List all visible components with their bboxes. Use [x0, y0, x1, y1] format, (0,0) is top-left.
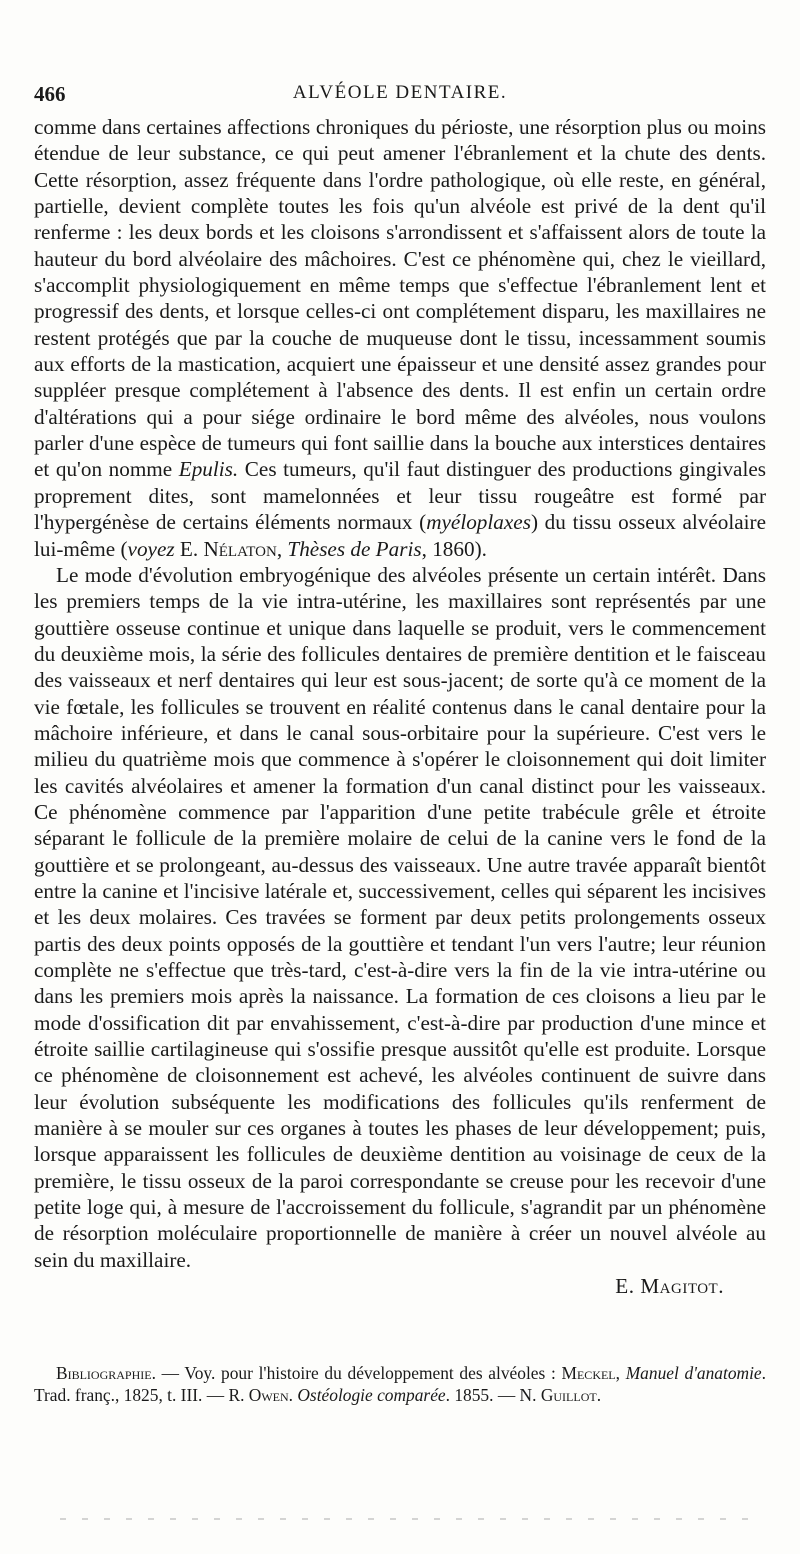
author-name: Meckel: [561, 1363, 616, 1383]
paragraph-resorption: [34, 114, 766, 562]
bibliography-label: Bibliographie.: [56, 1363, 156, 1383]
text-run: E.: [174, 536, 204, 561]
text-run: comme dans certaines affections chroniques du périoste, une résorption plus ou moins étendue de leur substance, ce qui peut amener l'ébranlement et la chute des dents. Cette résorption, assez fréquente dans l'ordre pathologique, où elle reste, en général, partielle, devient complète toutes les fois qu'un alvéole est privé de la dent qu'il renferme : les deux bords et les cloisons s'arrondissent et s'affaissent alors de toute la hauteur du bord alvéolaire des mâchoires. C'est ce phénomène qui, chez le vieillard, s'accomplit physiologiquement en même temps que s'effectue l'ébranlement lent et progressif des dents, et lorsque celles-ci ont complétement disparu, les maxillaires ne restent protégés que par la couche de muqueuse dont le tissu, incessamment soumis aux efforts de la mastication, acquiert une épaisseur et une densité assez grandes pour suppléer presque complétement à l'absence des dents. Il est enfin un certain ordre d'altérations qui a pour siége ordinaire le bord même des alvéoles, nous voulons parler d'une espèce de tumeurs qui font saillie dans la bouche aux interstices dentaires et qu'on nomme: [34, 115, 766, 482]
italic-term: Epulis.: [178, 457, 239, 482]
bibliography-entry: [34, 1362, 766, 1406]
author-signature: E. Magitot.: [615, 1274, 724, 1299]
text-run: — Voy. pour l'histoire du développement des alvéoles :: [155, 1363, 562, 1383]
text-run: . 1855. — N.: [445, 1385, 541, 1405]
text-run: ,: [276, 536, 288, 561]
italic-term: voyez: [127, 536, 175, 561]
italic-title: Manuel d'anatomie: [625, 1363, 762, 1383]
text-run: ,: [615, 1363, 626, 1383]
author-name: Guillot: [540, 1385, 597, 1405]
bibliography: [34, 1362, 766, 1406]
text-run: .: [288, 1385, 298, 1405]
italic-term: myéloplaxes: [426, 510, 531, 535]
paragraph-evolution: Le mode d'évolution embryogénique des alvéoles présente un certain intérêt. Dans les premiers temps de la vie intra-utérine, les maxillaires sont représentés par une gouttière osseuse continue et unique dans laquelle se produit, vers le commencement du deuxième mois, la série des follicules dentaires de première dentition et le faisceau des vaisseaux et nerf dentaires qui leur est sous-jacent; de sorte qu'à ce moment de la vie fœtale, les follicules se trouvent en réalité contenus dans le canal dentaire pour la mâchoire inférieure, et dans le canal sous-orbitaire pour la supérieure. C'est vers le milieu du quatrième mois que commence à s'opérer le cloisonnement qui doit limiter les cavités alvéolaires et amener la formation d'un canal distinct pour les vaisseaux. Ce phénomène commence par l'apparition d'une petite trabécule grêle et étroite séparant le follicule de la première molaire de celui de la canine vers le fond de la gouttière et se prolongeant, au-dessus des vaisseaux. Une autre travée apparaît bientôt entre la canine et l'incisive latérale et, successivement, celles qui séparent les incisives et les deux molaires. Ces travées se forment par deux petits prolongements osseux partis des deux points opposés de la gouttière et tendant l'un vers l'autre; leur réunion complète ne s'effectue que très-tard, c'est-à-dire vers la fin de la vie intra-utérine ou dans les premiers mois après la naissance. La formation de ces cloisons a lieu par le mode d'ossification dit par envahissement, c'est-à-dire par production d'une mince et étroite saillie cartilagineuse qui s'ossifie presque aussitôt qu'elle est produite. Lorsque ce phénomène de cloisonnement est achevé, les alvéoles continuent de suivre dans leur évolution subséquente les modifications des follicules qu'ils renferment de manière à se mouler sur ces organes à toutes les phases de leur développement; puis, lorsque apparaissent les follicules de deuxième dentition au voisinage de ceux de la première, le tissu osseux de la paroi correspondante se creuse pour les recevoir d'une petite loge qui, à mesure de l'accroissement du follicule, s'agrandit par un phénomène de résorption moléculaire proportionnelle de manière à créer un nouvel alvéole au sein du maxillaire.: [34, 562, 766, 1272]
author-name: Nélaton: [203, 536, 277, 561]
author-name: Owen: [248, 1385, 289, 1405]
page-number: 466: [34, 82, 66, 106]
main-text: [34, 114, 766, 1299]
italic-title: Thèses de Paris: [287, 536, 422, 561]
text-run: ) du tissu osseux alvéolaire lui-même (: [34, 510, 766, 561]
italic-title: Ostéologie comparée: [297, 1385, 446, 1405]
running-head: ALVÉOLE DENTAIRE.: [292, 82, 508, 103]
page-header: [34, 82, 766, 112]
text-run: .: [596, 1385, 602, 1405]
text-run: Ces tumeurs, qu'il faut distinguer des productions gingivales proprement dites, sont mamelonnées et leur tissu rougeâtre est formé par l'hypergénèse de certains éléments normaux (: [34, 457, 766, 535]
text-run: , 1860).: [421, 536, 487, 561]
text-run: . Trad. franç., 1825, t. III. — R.: [34, 1363, 766, 1405]
scan-bleed-through: [60, 1518, 750, 1520]
